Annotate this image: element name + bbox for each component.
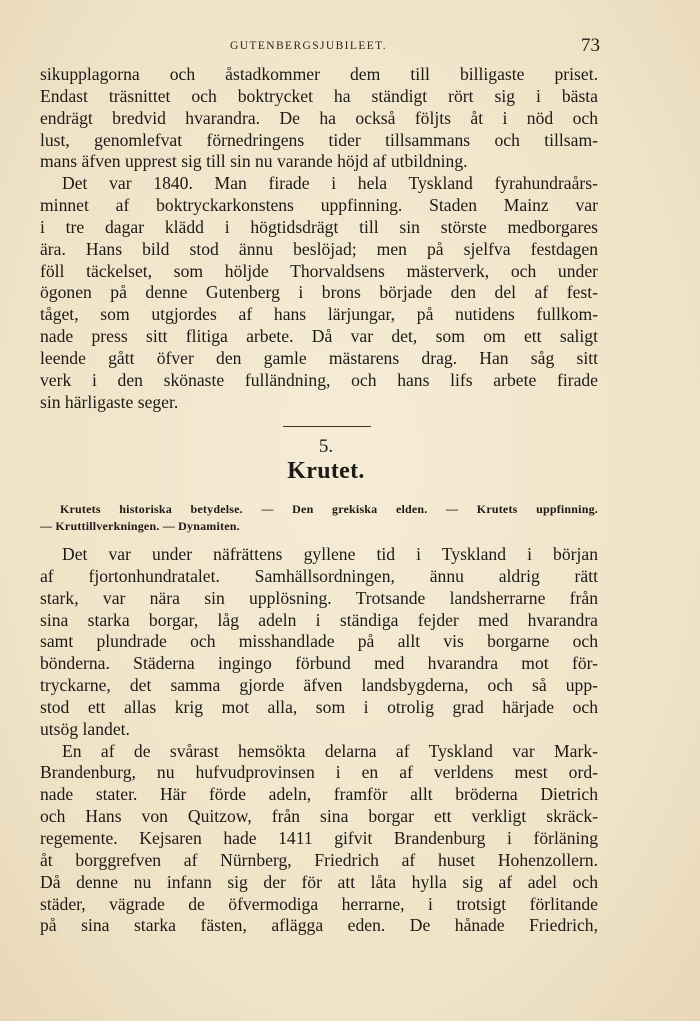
text-line: stod ett allas krig mot alla, som i otrolig grad härjade och <box>40 696 598 717</box>
text-line: sikupplagorna och åstadkommer dem till billigaste priset. <box>40 64 598 84</box>
text-line: i tre dagar klädd i högtidsdrägt till sin störste medborgares <box>40 216 598 237</box>
summary-line: Krutets historiska betydelse. — Den grekiska elden. — Krutets uppfinning. <box>60 502 598 516</box>
text-line: stark, var nära sin upplösning. Trotsande landsherrarne från <box>40 587 598 608</box>
text-line: Då denne nu infann sig der för att låta hylla sig af adel och <box>40 871 598 892</box>
text-line: tåget, som utgjordes af hans lärjungar, på nutidens fullkom- <box>40 304 598 325</box>
text-line: Det var under näfrättens gyllene tid i Tyskland i början <box>62 544 598 564</box>
text-line: En af de svårast hemsökta delarna af Tyskland var Mark- <box>62 740 598 761</box>
running-head: GUTENBERGSJUBILEET. <box>230 40 388 52</box>
text-line: tryckarne, det samma gjorde äfven landsbygderna, och så upp- <box>40 675 598 696</box>
text-line: leende gått öfver den gamle mästarens drag. Han såg sitt <box>40 347 598 368</box>
text-line: endrägt bredvid hvarandra. De ha också följts åt i nöd och <box>40 107 598 128</box>
page-number: 73 <box>581 35 600 56</box>
section-summary <box>40 501 598 535</box>
text-line: nade stater. Här förde adeln, framför allt bröderna Dietrich <box>40 784 598 805</box>
text-line: mans äfven upprest sig till sin nu varande höjd af utbildning. <box>40 151 468 172</box>
text-line: regemente. Kejsaren hade 1411 gifvit Brandenburg i förläning <box>40 827 598 848</box>
paragraph-continued <box>40 64 598 414</box>
text-line: och Hans von Quitzow, från sina borgar ett verkligt skräck- <box>40 806 598 827</box>
text-line: ögonen på denne Gutenberg i brons började den del af fest- <box>40 282 598 303</box>
text-line: städer, vägrade de öfvermodiga herrarne, i trotsigt förlitande <box>40 893 598 914</box>
text-line: samt plundrade och misshandlade på allt vis borgarne och <box>40 631 598 652</box>
text-line: Det var 1840. Man firade i hela Tyskland fyrahundraårs- <box>62 173 598 194</box>
summary-line: — Kruttillverkningen. — Dynamiten. <box>40 519 240 533</box>
section-divider <box>283 426 371 427</box>
text-line: lust, genomlefvat förnedringens tider tillsammans och tillsam- <box>40 129 598 150</box>
text-line: verk i den skönaste fulländning, och hans lifs arbete firade <box>40 369 598 390</box>
text-line: sina starka borgar, låg adeln i ständiga fejder med hvarandra <box>40 609 598 630</box>
text-line: sin härligaste seger. <box>40 391 179 412</box>
text-line: föll täckelset, som höljde Thorvaldsens mästerverk, och under <box>40 260 598 281</box>
text-line: minnet af boktryckarkonstens uppfinning. Staden Mainz var <box>40 195 598 216</box>
text-line: Brandenburg, nu hufvudprovinsen i en af verldens mest ord- <box>40 762 598 783</box>
text-line: åt borggrefven af Nürnberg, Friedrich af huset Hohenzollern. <box>40 849 598 870</box>
section-number: 5. <box>318 436 334 457</box>
text-line: ära. Hans bild stod ännu beslöjad; men på sjelfva festdagen <box>40 238 598 259</box>
section-body <box>40 544 598 937</box>
section-title: Krutet. <box>287 458 365 484</box>
text-line: bönderna. Städerna ingingo förbund med hvarandra mot för- <box>40 653 598 674</box>
text-line: af fjortonhundratalet. Samhällsordningen, ännu aldrig rätt <box>40 565 598 586</box>
text-line: nade press sitt flitiga arbete. Då var det, som om ett saligt <box>40 326 598 347</box>
text-line: på sina starka fästen, aflägga eden. De hånade Friedrich, <box>40 915 598 936</box>
text-line: utsög landet. <box>40 718 130 739</box>
text-line: Endast träsnittet och boktrycket ha ständigt rört sig i bästa <box>40 85 598 106</box>
